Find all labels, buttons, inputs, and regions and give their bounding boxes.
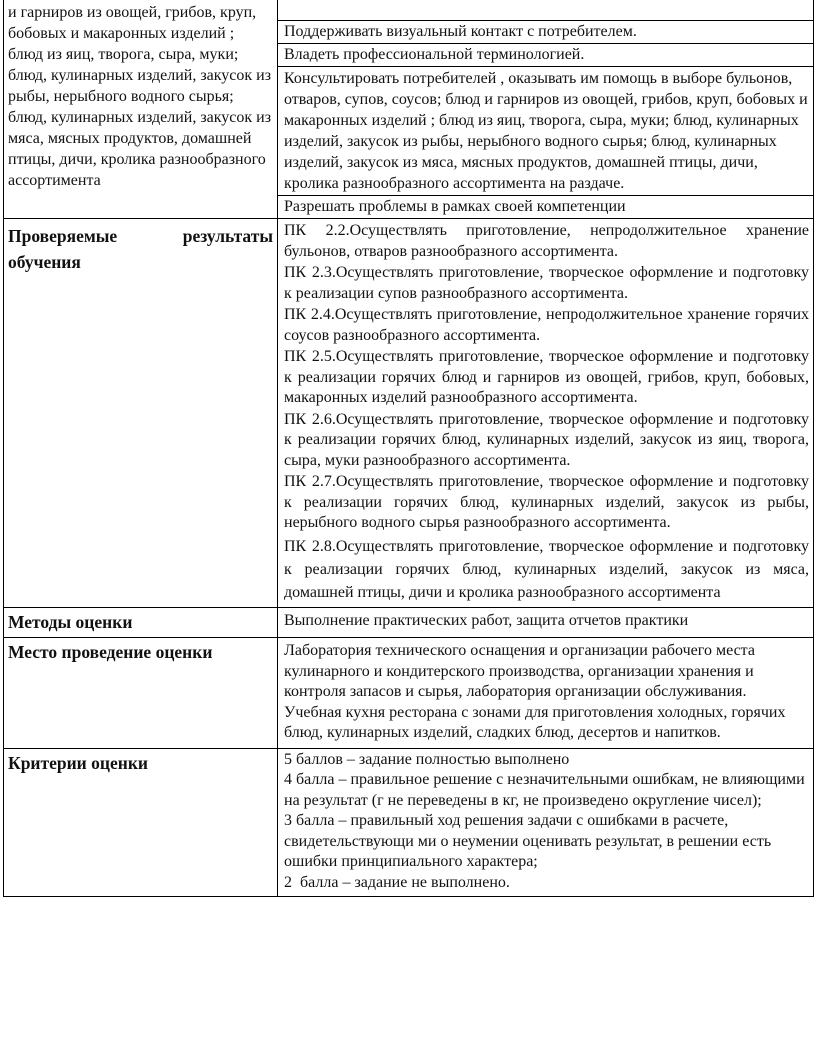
- place-paragraph: Лаборатория технического оснащения и организации рабочего места кулинарного и кондитерского производства, организации хранения и контроля запасов и сырья, лаборатория организации обслуживания.: [284, 642, 755, 700]
- methods-value-cell: [278, 607, 814, 638]
- place-label: Место проведение оценки: [8, 642, 213, 662]
- results-value-cell: [278, 219, 814, 608]
- competency-item: ПК 2.6.Осуществлять приготовление, творческое оформление и подготовку к реализации горячих блюд, кулинарных изделий, закусок из яиц, творога, сыра, муки разнообразного ассортимента.: [284, 410, 809, 469]
- criteria-label-cell: [4, 748, 278, 897]
- table-row-methods: [4, 607, 814, 638]
- table-row-skills: [4, 0, 814, 219]
- skills-right-cell: [278, 0, 814, 219]
- criteria-label: Критерии оценки: [8, 752, 148, 773]
- results-label: Проверяемые результаты обучения: [8, 226, 273, 272]
- methods-label: Методы оценки: [8, 611, 133, 632]
- criteria-item: 3 балла – правильный ход решения задачи с ошибками в расчете, свидетельствующи ми о неумении оценивать результат, в решении есть ошибки принципиального характера;: [284, 812, 772, 870]
- results-label-cell: [4, 219, 278, 608]
- criteria-value-cell: [278, 748, 814, 897]
- competency-item: ПК 2.5.Осуществлять приготовление, творческое оформление и подготовку к реализации горячих блюд и гарниров из овощей, грибов, круп, бобовых, макаронных изделий разнообразного ассортимента.: [284, 348, 809, 406]
- skill-item: Разрешать проблемы в рамках своей компетенции: [278, 195, 813, 218]
- skill-item: Поддерживать визуальный контакт с потребителем.: [278, 20, 813, 43]
- skill-item: Консультировать потребителей , оказывать им помощь в выборе бульонов, отваров, супов, соусов; блюд и гарниров из овощей, грибов, круп, бобовых и макаронных изделий ; блюд из яиц, творога, сыра, муки; блюд, кулинарных изделий, закусок из рыбы, нерыбного водного сырья; блюд, кулинарных изделий, закусок из мяса, мясных продуктов, домашней птицы, дичи, кролика разнообразного ассортимента на раздаче.: [278, 66, 813, 195]
- top-left-text: и гарниров из овощей, грибов, круп, бобовых и макаронных изделий ; блюд из яиц, творога, сыра, муки; блюд, кулинарных изделий, закусок из рыбы, нерыбного водного сырья; блюд, кулинарных изделий, закусок из мяса, мясных продуктов, домашней птицы, дичи, кролика разнообразного ассортимента: [8, 4, 272, 189]
- competency-item: ПК 2.3.Осуществлять приготовление, творческое оформление и подготовку к реализации супов разнообразного ассортимента.: [284, 264, 809, 302]
- skills-empty-line: [278, 0, 813, 20]
- place-label-cell: [4, 638, 278, 749]
- criteria-item: 5 баллов – задание полностью выполнено: [284, 750, 570, 768]
- competency-item: ПК 2.7.Осуществлять приготовление, творческое оформление и подготовку к реализации горячих блюд, кулинарных изделий, закусок из рыбы, нерыбного водного сырья разнообразного ассортимента.: [284, 473, 809, 531]
- table-row-place: [4, 638, 814, 749]
- assessment-table: [3, 0, 814, 897]
- methods-label-cell: [4, 607, 278, 638]
- place-paragraph: Учебная кухня ресторана с зонами для приготовления холодных, горячих блюд, кулинарных изделий, сладких блюд, десертов и напитков.: [284, 703, 786, 741]
- skills-left-cell: [4, 0, 278, 219]
- skill-item: Владеть профессиональной терминологией.: [278, 43, 813, 66]
- table-row-results: [4, 219, 814, 608]
- place-value-cell: [278, 638, 814, 749]
- criteria-item: 2 балла – задание не выполнено.: [284, 873, 510, 891]
- competency-item: ПК 2.8.Осуществлять приготовление, творческое оформление и подготовку к реализации горячих блюд, кулинарных изделий, закусок из мяса, домашней птицы, дичи и кролика разнообразного ассортимента: [284, 537, 809, 601]
- competency-item: ПК 2.2.Осуществлять приготовление, непродолжительное хранение бульонов, отваров разнообразного ассортимента.: [284, 222, 809, 260]
- table-row-criteria: [4, 748, 814, 897]
- competency-item: ПК 2.4.Осуществлять приготовление, непродолжительное хранение горячих соусов разнообразного ассортимента.: [284, 306, 809, 344]
- criteria-item: 4 балла – правильное решение с незначительными ошибкам, не влияющими на результат (г не переведены в кг, не произведено округление чисел);: [284, 771, 805, 809]
- methods-value: Выполнение практических работ, защита отчетов практики: [284, 611, 689, 629]
